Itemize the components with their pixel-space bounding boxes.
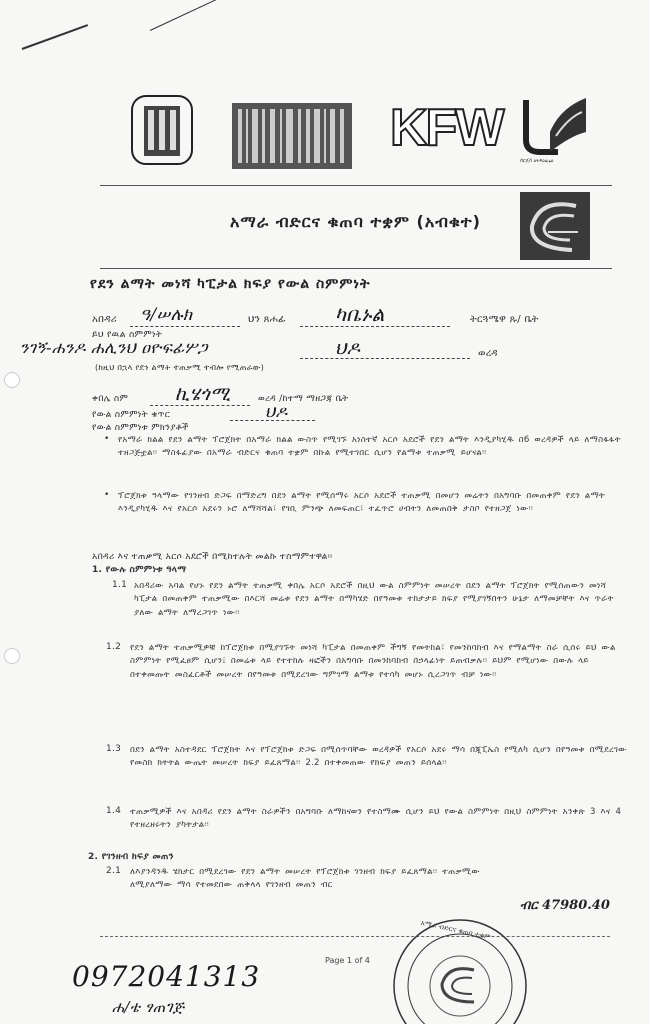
page-number: Page 1 of 4 [325,956,370,965]
borrower-prefix: አበዳሪ [92,314,117,325]
bullet-icon: • [104,434,110,444]
abcot-logo [520,192,590,260]
account-blank [230,420,315,421]
mid-value-blank [300,326,450,327]
account-value: ህዶ [265,402,288,421]
sub-label: ይህ የዉል ስምምነት [92,330,163,340]
kebele-label: ቀበሌ ስም [92,394,129,404]
bullet-icon: • [104,490,110,500]
giz-logo-caption: ሰርጀስ ዕትጾዕዕሌዕ [520,158,554,164]
punch-hole [4,648,20,664]
account-label: የውል ስምምነት ቁጥር [92,410,171,420]
org-rule [100,268,612,269]
clause-1-1: አበዳሪው አባል የሆኑ የደን ልማት ተጠቃሚ ቀበሌ አርሶ አደሮች በዚህ ውል ስምምነት መሠረት በደን ልማት ፕሮጀክት የሚሰጠውን መነሻ ካፒታል በመጠቀም ተጠቃሚው በእርሻ መሬቱ የደን ልማት በማካሄድ በየዓመቱ ተከታታይ ክፍያ የሚያገኝበትን ሁኔታ ለማመቻቸት እና ጥራት ያለው ልማት ለማረጋገጥ ነው፡፡ [134,581,614,618]
clause-2-1: ለእያንዳንዱ ሄክታር በሚደረገው የደን ልማት መሠረት የፕሮጀክቱ ገንዘብ ክፍያ ይፈጸማል፡፡ ተጠቃሚው ለሚያለማው ማሳ የተመደበው ጠቅላላ የገንዘብ መጠን ብር [130,867,480,891]
footer-rule [100,936,610,937]
punch-hole [4,372,20,388]
signature: ሐ/ቴ ፃጠገጅ [112,998,185,1016]
clause-number: 1.4 [106,806,122,816]
clause-number: 1.2 [106,642,122,652]
amhara-emblem-logo [130,92,196,168]
clause-1-2: የደን ልማት ተጠቃሚዎቹ ከፕሮጀክቱ በሚያገኙት መነሻ ካፒታል በመጠቀም ችግኝ የመትከል፣ የመንከባከብ እና የማልማት ስራ ሲሰሩ ይህ ውል ስምምነት የሚፈፀም ሲሆን፤ በመሬቱ ላይ የተተከሉ ዛፎችን በአግባቡ በመንከባከብ በኃላፊነት ይጠብቃሉ፡፡ ይህም የሚሆነው በውሉ ላይ በተቀመጡት መስፈርቶች መሠረት በየዓመቱ በሚደረገው ግምገማ ልማቱ የተሳካ መሆኑ ሲረጋገጥ ብቻ ነው፡፡ [130,643,616,680]
line2-sub: (ከዚህ በኋላ የደን ልማት ተጠቃሚ ተብሎ የሚጠራው) [95,363,265,372]
purpose-paragraph-1: የአማራ ክልል የደን ልማት ፕሮጀክት በአማራ ክልል ውስጥ የሚገኙ አነስተኛ አርሶ አደሮች የደን ልማት እንዲያካሂዱ በ6 ወረዳዎች ላይ ለማስፋፋት ተዘጋጅቷል፡፡ ማስፋፊያው በአማራ ብድርና ቁጠባ ተቋም በኩል የሚተገበር ሲሆን የልማቱ ተጠቃሚ ይሆናል፡፡ [118,435,621,459]
line2-suffix: ወረዳ [478,348,498,359]
agreement-intro: አበዳሪ እና ተጠቃሚ አርሶ አደሮች በሚከተሉት መልኩ ተስማምተዋል፡፡ [92,552,333,562]
giz-style-logo [520,92,596,168]
payment-amount: ብር 47980.40 [520,898,610,913]
handwritten-right: ህዶ [335,338,361,359]
line2-blank [300,358,470,359]
tail-label: ትርጓሜዋ ጹ/ ቤት [470,314,539,325]
organization-name: አማራ ብድርና ቁጠባ ተቋም (አብቁተ) [230,212,481,231]
logo-row [120,92,600,172]
mid-label: ህን ጸሐፊ [248,314,286,325]
scan-mark [150,0,232,31]
borrower-name: ዓ/ሠሉክ [140,305,193,325]
section2-title: 2. የገንዘብ ክፍያ መጠን [88,852,174,862]
barcode-style-logo [232,98,352,174]
kebele-value: ኪሄጎሚ [175,383,231,405]
purpose-label: የውል ስምምነቱ ምክንያቶች [92,423,189,433]
header-rule [100,185,612,186]
kebele-blank [150,405,250,406]
kfw-logo-text: KFW [390,99,503,157]
borrower-name-blank [130,326,240,327]
stamp-text: አማራ ብድርና ቁጠባ ተቋም [420,918,492,942]
document-title: የደን ልማት መነሻ ካፒታል ክፍያ የውል ስምምነት [90,276,371,292]
scan-mark [22,24,88,50]
clause-1-4: ተጠቃሚዎች እና አበዳሪ የደን ልማት ስራዎችን በአግባቡ ለማከናወን የተስማሙ ሲሆን ይህ የውል ስምምነት በዚህ ስምምነት አንቀጽ 3 እና 4 የተዘረዘሩትን ያካትታል፡፡ [130,807,622,831]
clause-number: 1.3 [106,744,122,754]
clause-number: 1.1 [112,580,128,590]
mid-value: ካቤኑል [335,302,385,326]
clause-1-3: በደን ልማት አስተዳደር ፕሮጀክት እና የፕሮጀክቱ ድጋፍ በሚሰጥባቸው ወረዳዎች የአርሶ አደሩ ማሳ በጂፒኤስ የሚለካ ሲሆን በየዓመቱ በሚደረገው የመስክ ክትትል ውጤት መሠረት ክፍያ ይፈጸማል፡፡ 2.2 በተቀመጠው የክፍያ መጠን ይሰላል፡፡ [130,745,627,769]
handwritten-line: ንገኝ-ሐንዶ ሐሊንህ ዐዮፍፊሦጋ [20,338,208,357]
purpose-paragraph-2: ፕሮጀክቱ ዓላማው የገንዘብ ድጋፍ በማድረግ በደን ልማት የሚሰማሩ አርሶ አደሮች ተጠቃሚ በመሆን መሬትን በአግባቡ በመጠቀም የደን ልማት እንዲያካሂዱ እና የአርሶ አደሩን ኑሮ ለማሻሻል፣ የገቢ ምንጭ ለመፍጠር፣ ተፈጥሮ ሀብትን ለመጠበቅ ታስቦ የተዘጋጀ ነው፡፡ [118,491,605,515]
clause-number: 2.1 [106,866,122,876]
kfw-logo [390,98,503,174]
section1-title: 1. የውሉ ስምምነቱ ዓላማ [92,565,187,575]
phone-number: 0972041313 [72,960,261,993]
kebele-tail: ወረዳ /ከተማ ማዘጋጃ ቤት [258,394,349,404]
